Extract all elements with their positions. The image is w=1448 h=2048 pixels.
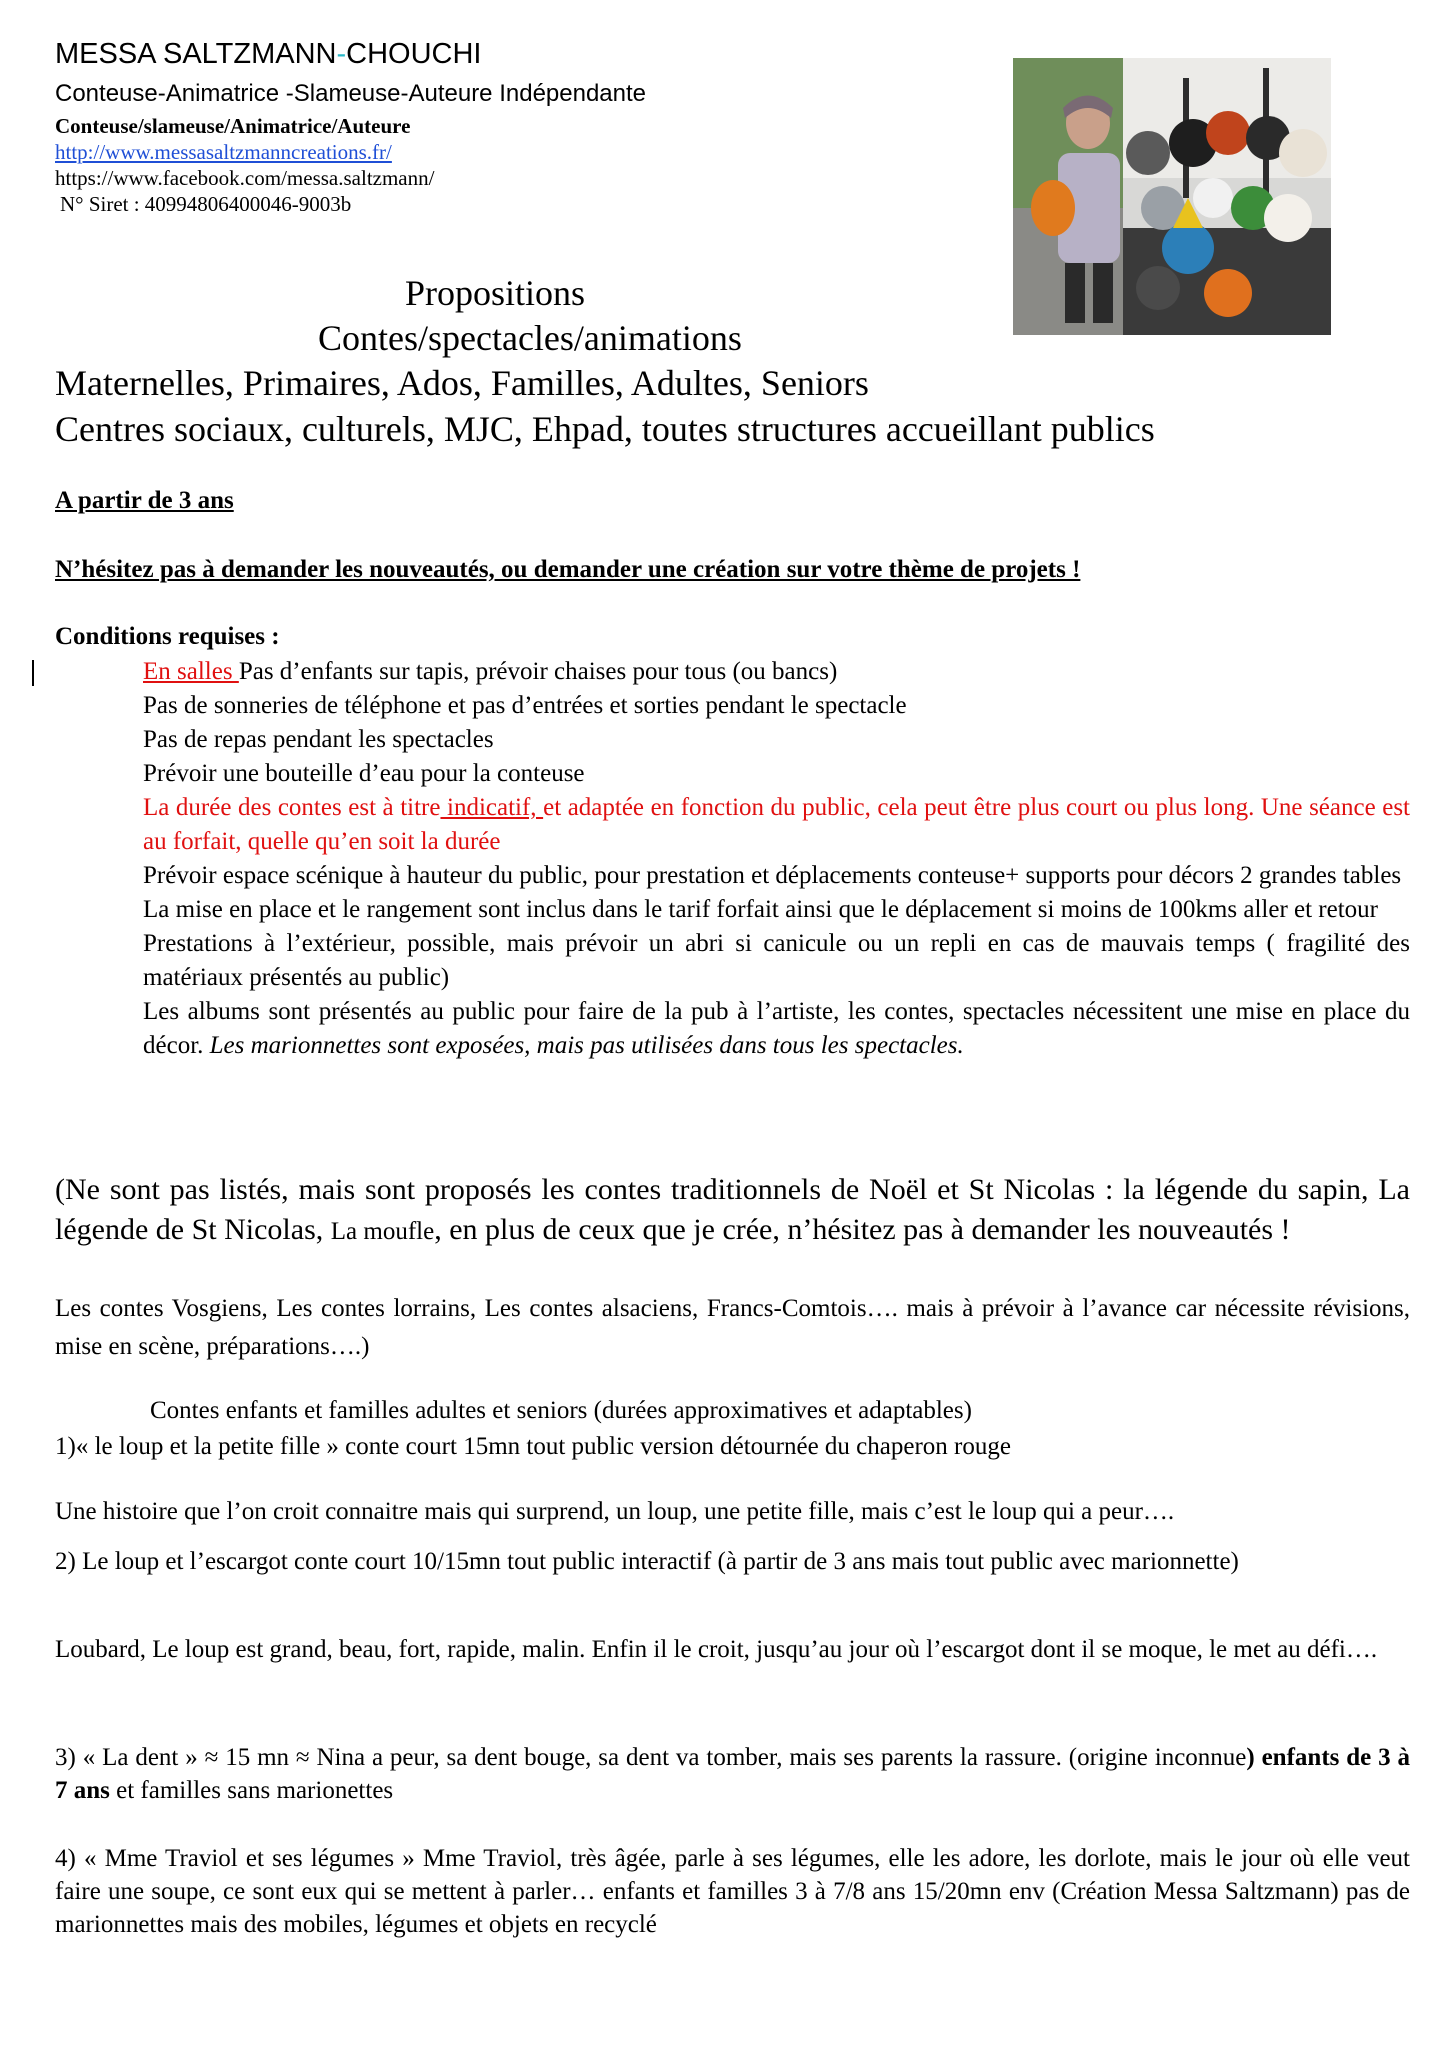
author-role: Conteuse-Animatrice -Slameuse-Auteure Indépendante [55, 80, 647, 107]
title-structures: Centres sociaux, culturels, MJC, Ehpad, toutes structures accueillant publics [55, 409, 1155, 449]
name-dash: - [336, 38, 347, 70]
conte-1-desc: Une histoire que l’on croit connaitre mais qui surprend, un loup, une petite fille, mais c’est le loup qui a peur…. [55, 1498, 1175, 1525]
author-name: MESSA SALTZMANN-CHOUCHI [55, 38, 482, 70]
condition-item: Pas de repas pendant les spectacles [143, 726, 494, 753]
conte-2-desc: Loubard, Le loup est grand, beau, fort, rapide, malin. Enfin il le croit, jusqu’au jour où l’escargot dont il se moque, le met au défi…. [55, 1636, 1378, 1663]
title-audiences: Maternelles, Primaires, Ados, Familles, Adultes, Seniors [55, 363, 869, 403]
age-note: A partir de 3 ans [55, 487, 234, 514]
text-cursor [32, 660, 34, 686]
conditions-list [143, 655, 1410, 1063]
condition-item: Pas de sonneries de téléphone et pas d’entrées et sorties pendant le spectacle [143, 692, 907, 719]
title-contes: Contes/spectacles/animations [318, 318, 742, 358]
regional-tales-note: Les contes Vosgiens, Les contes lorrains, Les contes alsaciens, Francs-Comtois…. mais à prévoir à l’avance car nécessite révisions, mise en scène, préparations….) [55, 1295, 1410, 1360]
condition-item-duration: La durée des contes est à titre indicatif, et adaptée en fonction du public, cela peut être plus court ou plus long. Une séance est au forfait, quelle qu’en soit la durée [143, 794, 1410, 855]
conte-3: 3) « La dent » ≈ 15 mn ≈ Nina a peur, sa dent bouge, sa dent va tomber, mais ses parents la rassure. (origine inconnue) enfants de 3 à 7 ans et familles sans marionettes [55, 1744, 1410, 1804]
conte-2-title: 2) Le loup et l’escargot conte court 10/15mn tout public interactif (à partir de 3 ans mais tout public avec marionnette) [55, 1548, 1239, 1575]
traditional-tales-note: (Ne sont pas listés, mais sont proposés les contes traditionnels de Noël et St Nicolas : la légende du sapin, La légende de St Nicolas, La moufle, en plus de ceux que je crée, n’hésitez pas à demander les nouveautés ! [55, 1173, 1410, 1246]
facebook-link: https://www.facebook.com/messa.saltzmann/ [55, 166, 435, 190]
author-role-bold: Conteuse/slameuse/Animatrice/Auteure [55, 114, 411, 138]
condition-item: En salles Pas d’enfants sur tapis, prévoir chaises pour tous (ou bancs) [143, 658, 838, 685]
nouveautes-note: N’hésitez pas à demander les nouveautés, ou demander une création sur votre thème de projets ! [55, 556, 1081, 583]
website-link[interactable]: http://www.messasaltzmanncreations.fr/ [55, 140, 392, 164]
conte-1-title: 1)« le loup et la petite fille » conte court 15mn tout public version détournée du chaperon rouge [55, 1433, 1011, 1460]
conditions-heading: Conditions requises : [55, 623, 280, 650]
contes-heading: Contes enfants et familles adultes et seniors (durées approximatives et adaptables) [150, 1397, 972, 1424]
condition-item: Prévoir espace scénique à hauteur du public, pour prestation et déplacements conteuse+ supports pour décors 2 grandes tables [143, 862, 1402, 889]
conte-4: 4) « Mme Traviol et ses légumes » Mme Traviol, très âgée, parle à ses légumes, elle les adore, les dorlote, mais le jour où elle veut faire une soupe, ce sont eux qui se mettent à parler… enfants et familles 3 à 7/8 ans 15/20mn env (Création Messa Saltzmann) pas de marionnettes mais des mobiles, légumes et objets en recyclé [55, 1845, 1410, 1938]
siret-number: N° Siret : 40994806400046-9003b [60, 192, 352, 216]
title-propositions: Propositions [405, 273, 586, 313]
condition-item: Prévoir une bouteille d’eau pour la conteuse [143, 760, 585, 787]
storyteller-photo [1013, 58, 1331, 335]
condition-item: Les albums sont présentés au public pour faire de la pub à l’artiste, les contes, spectacles nécessitent une mise en place du décor. Les marionnettes sont exposées, mais pas utilisées dans tous les spectacles. [143, 998, 1410, 1059]
condition-item: La mise en place et le rangement sont inclus dans le tarif forfait ainsi que le déplacement si moins de 100kms aller et retour [143, 896, 1378, 923]
condition-item: Prestations à l’extérieur, possible, mais prévoir un abri si canicule ou un repli en cas de mauvais temps ( fragilité des matériaux présentés au public) [143, 930, 1410, 991]
